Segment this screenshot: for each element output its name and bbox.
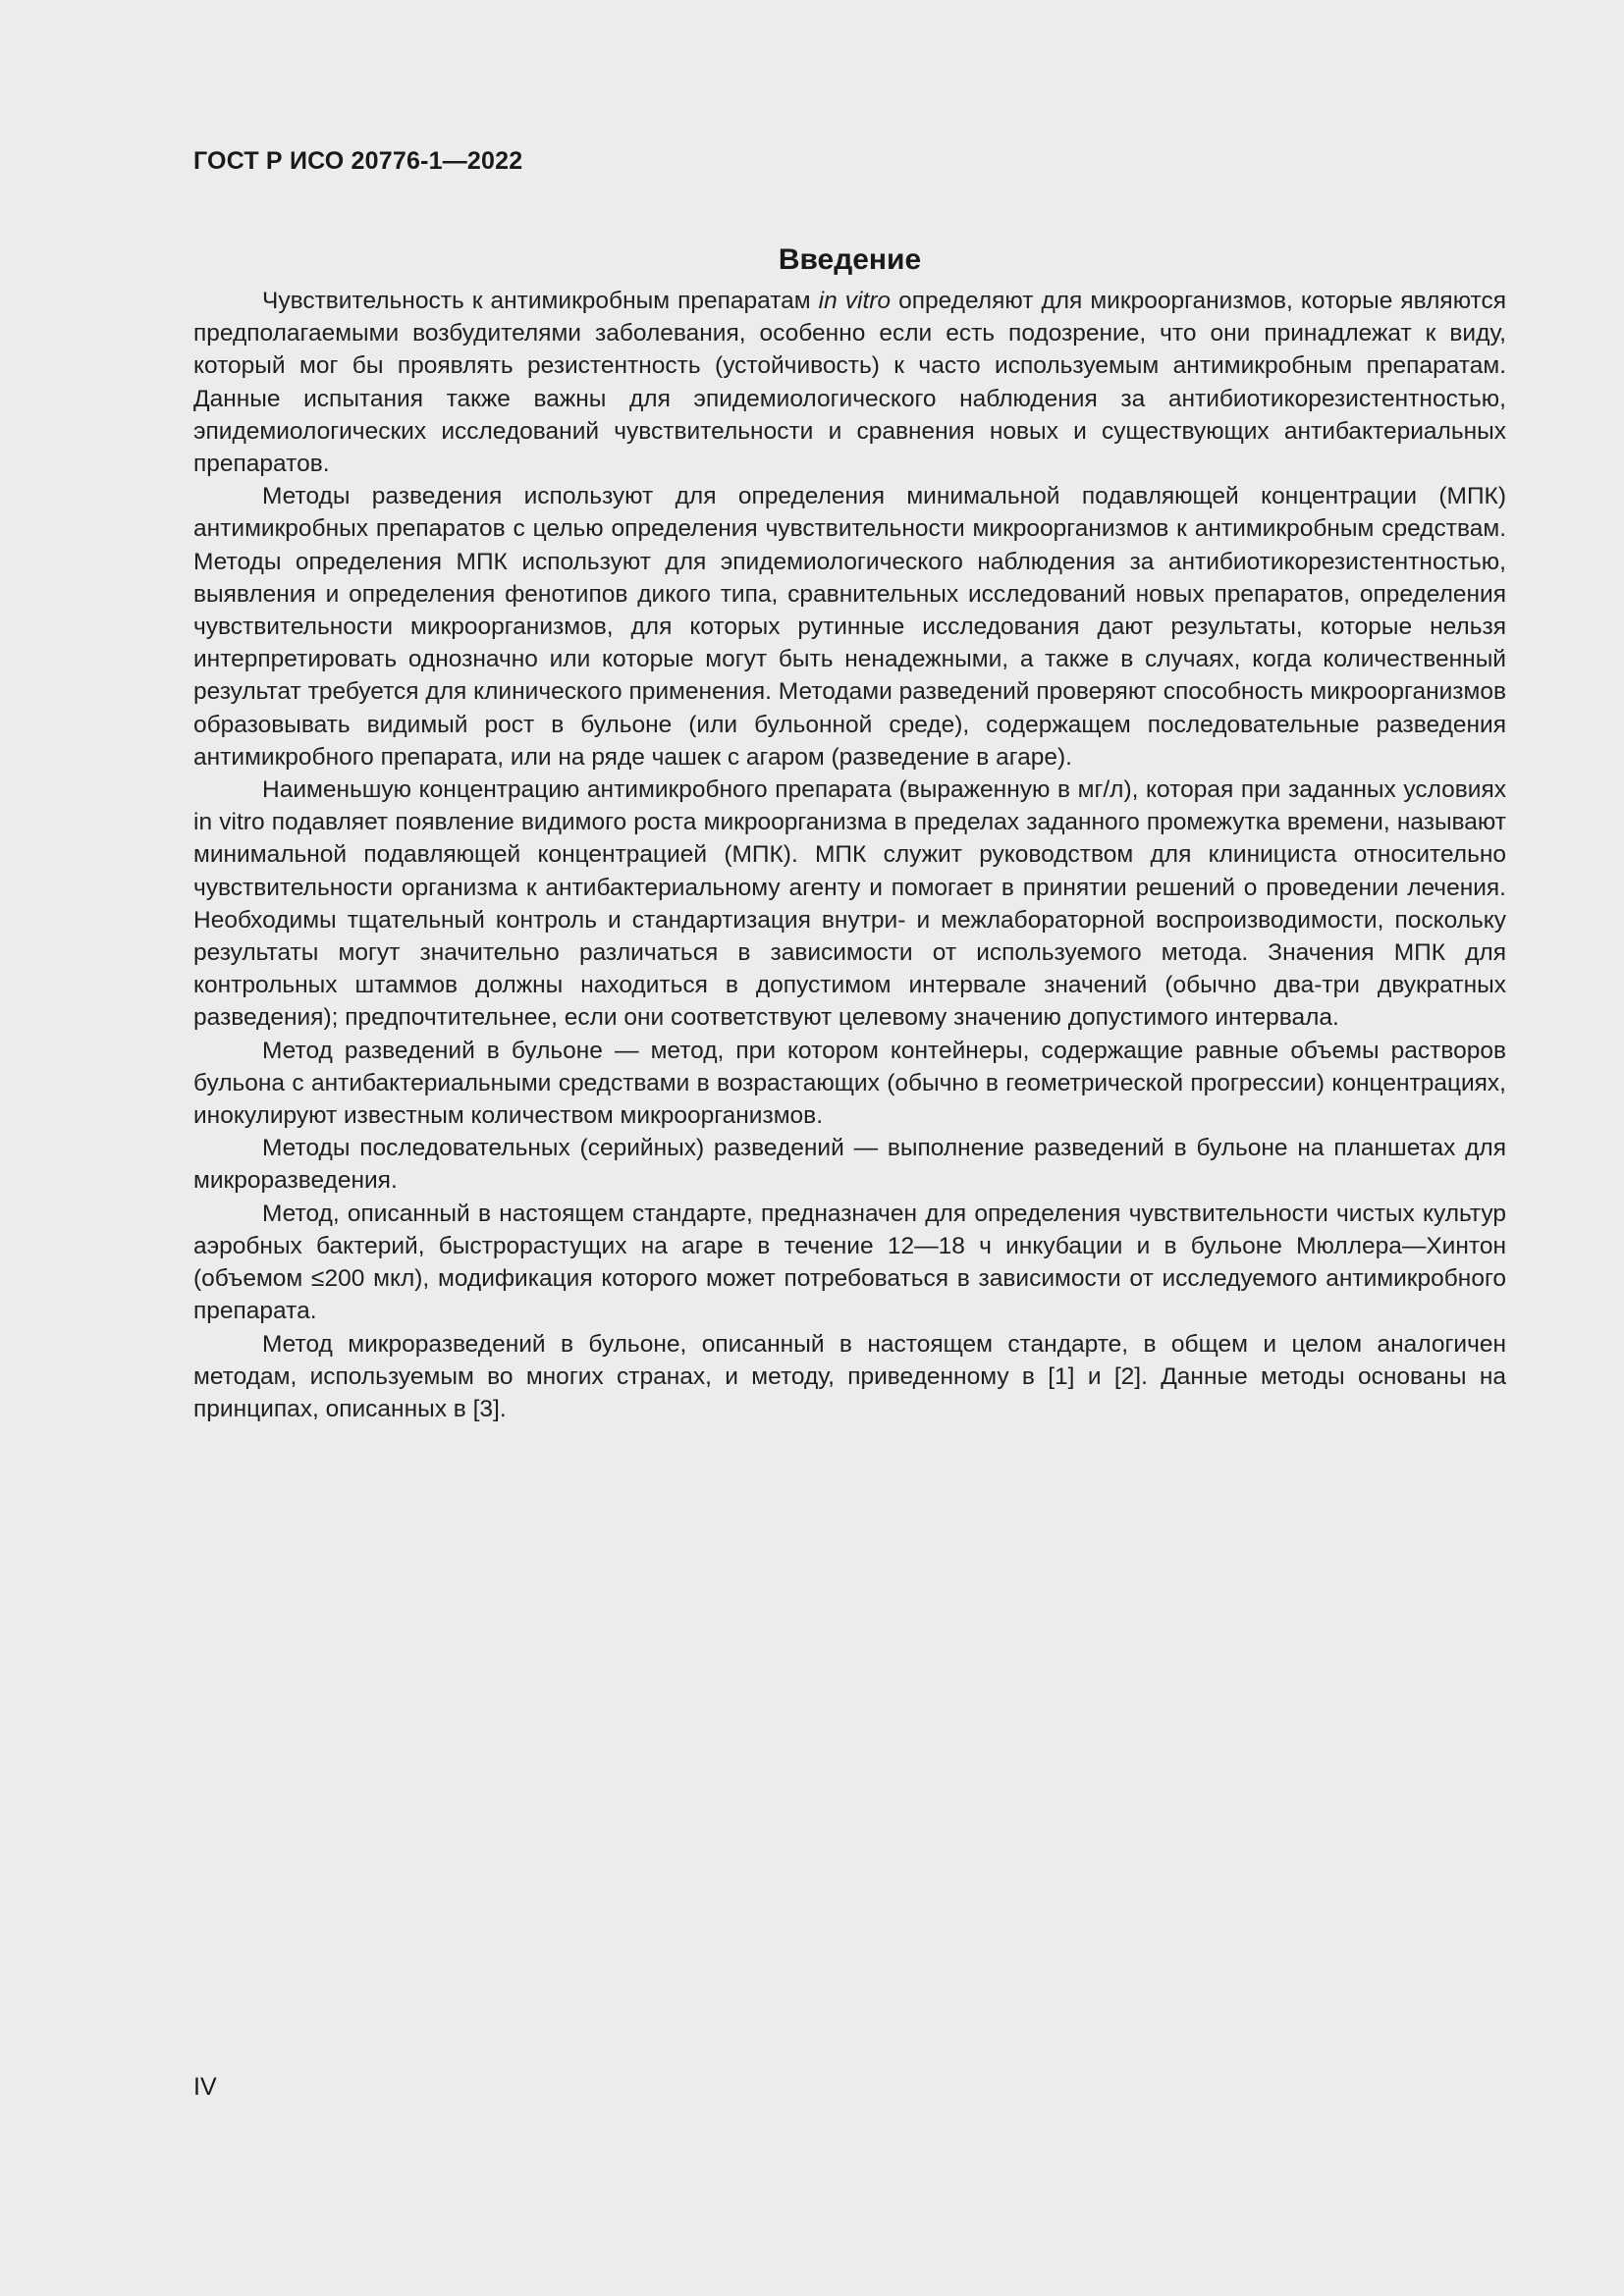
document-header: ГОСТ Р ИСО 20776-1—2022: [193, 147, 523, 175]
body-text: [193, 285, 1506, 1425]
paragraph: Наименьшую концентрацию антимикробного препарата (выраженную в мг/л), которая при заданных условиях in vitro подавляет появление видимого роста микроорганизма в пределах заданного промежутка времени, называют минимальной подавляющей концентрацией (МПК). МПК служит руководством для клинициста относительно чувствительности организма к антибактериальному агенту и помогает в принятии решений о проведении лечения. Необходимы тщательный контроль и стандартизация внутри- и межлабораторной воспроизводимости, поскольку результаты могут значительно различаться в зависимости от используемого метода. Значения МПК для контрольных штаммов должны находиться в допустимом интервале значений (обычно два-три двукратных разведения); предпочтительнее, если они соответствуют целевому значению допустимого интервала.: [193, 776, 1506, 1032]
page-number: IV: [193, 2073, 217, 2101]
paragraph: [193, 285, 1506, 480]
paragraph: Метод, описанный в настоящем стандарте, предназначен для определения чувствительности чистых культур аэробных бактерий, быстрорастущих на агаре в течение 12—18 ч инкубации и в бульоне Мюллера—Хинтон (объемом ≤200 мкл), модификация которого может потребоваться в зависимости от исследуемого антимикробного препарата.: [193, 1200, 1506, 1325]
paragraph: Метод микроразведений в бульоне, описанный в настоящем стандарте, в общем и целом аналогичен методам, используемым во многих странах, и методу, приведенному в [1] и [2]. Данные методы основаны на принципах, описанных в [3].: [193, 1330, 1506, 1422]
paragraph: Методы последовательных (серийных) разведений — выполнение разведений в бульоне на планшетах для микроразведения.: [193, 1135, 1506, 1195]
paragraph-text-end: определяют для микроорганизмов, которые являются предполагаемыми возбудителями заболевания, особенно если есть подозрение, что они принадлежат к виду, который мог бы проявлять резистентность (устойчивость) к часто используемым антимикробным препаратам. Данные испытания также важны для эпидемиологического наблюдения за антибиотикорезистентностью, эпидемиологических исследований чувствительности и сравнения новых и существующих антибактериальных препаратов.: [193, 288, 1506, 478]
paragraph: Методы разведения используют для определения минимальной подавляющей концентрации (МПК) антимикробных препаратов с целью определения чувствительности микроорганизмов к антимикробным средствам. Методы определения МПК используют для эпидемиологического наблюдения за антибиотикорезистентностью, выявления и определения фенотипов дикого типа, сравнительных исследований новых препаратов, определения чувствительности микроорганизмов, для которых рутинные исследования дают результаты, которые нельзя интерпретировать однозначно или которые могут быть ненадежными, а также в случаях, когда количественный результат требуется для клинического применения. Методами разведений проверяют способность микроорганизмов образовывать видимый рост в бульоне (или бульонной среде), содержащем последовательные разведения антимикробного препарата, или на ряде чашек с агаром (разведение в агаре).: [193, 483, 1506, 771]
paragraph-text-start: Чувствительность к антимикробным препаратам: [262, 288, 819, 314]
italic-term: in vitro: [818, 288, 892, 314]
paragraph: Метод разведений в бульоне — метод, при котором контейнеры, содержащие равные объемы растворов бульона с антибактериальными средствами в возрастающих (обычно в геометрической прогрессии) концентрациях, инокулируют известным количеством микроорганизмов.: [193, 1037, 1506, 1130]
section-title: Введение: [778, 243, 922, 277]
